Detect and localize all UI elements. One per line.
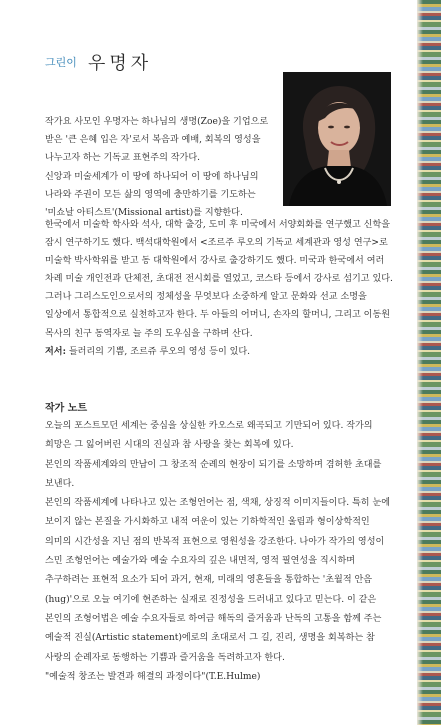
artist-biography bbox=[45, 216, 397, 361]
artist-header bbox=[45, 49, 153, 74]
artist-intro bbox=[45, 113, 277, 222]
works-label: 저서: bbox=[45, 345, 66, 357]
note-paragraph-2: 본인의 작품세계와의 만남이 그 창조적 순례의 현장이 되기를 소망하며 겸허한 초대를 보낸다. bbox=[45, 459, 382, 489]
artist-portrait bbox=[283, 72, 391, 206]
artist-note-heading: 작가 노트 bbox=[45, 403, 88, 414]
painting-edge-strip bbox=[417, 0, 441, 725]
artist-note bbox=[45, 417, 397, 687]
portrait-icon bbox=[283, 72, 391, 206]
bio-paragraph-education: 한국에서 미술학 학사와 석사, 대학 출강, 도미 후 미국에서 서양회화를 연구했고 신학을 잠시 연구하기도 했다. 백석대학원에서 <조르주 루오의 기독교 세계관과 영성 연구>로 미술학 박사학위를 받고 동 대학원에서 강사로 출강하기도 했다. 미국과 한국에서 여러 차례 미술 개인전과 단체전, 초대전 전시회를 열었고, 코스타 등에서 강사로 섬기고 있다. bbox=[45, 220, 393, 285]
credit-label: 그린이 bbox=[45, 56, 77, 69]
works-text: 들러리의 기쁨, 조르쥬 루오의 영성 등이 있다. bbox=[65, 346, 251, 357]
intro-paragraph-2: 신앙과 미술세계가 이 땅에 하나되어 이 땅에 하나님의 나라와 주권이 모든 삶의 영역에 충만하기를 기도하는 '미쇼날 아티스트'(Missional artist)를 지향한다. bbox=[45, 171, 259, 219]
note-quote: "예술적 창조는 발견과 해결의 과정이다"(T.E.Hulme) bbox=[45, 671, 261, 682]
note-paragraph-1: 오늘의 포스트모던 세계는 중심을 상실한 카오스로 왜곡되고 기만되어 있다. 작가의 희망은 그 잃어버린 시대의 진실과 참 사랑을 찾는 회복에 있다. bbox=[45, 421, 373, 451]
artist-name: 우명자 bbox=[87, 53, 153, 74]
bio-paragraph-identity: 그러나 그리스도인으로서의 정체성을 무엇보다 소중하게 알고 문화와 선교 소명을 일상에서 통합적으로 실천하고자 한다. 두 아들의 어머니, 손자의 할머니, 그리고 이동원 목사의 친구 동역자로 늘 주의 도우심을 구하며 산다. bbox=[45, 292, 391, 339]
note-paragraph-3: 본인의 작품세계에 나타나고 있는 조형언어는 점, 색채, 상징적 이미지들이다. 특히 눈에 보이지 않는 본질을 가시화하고 내적 여운이 있는 기하학적인 울림과 형이상학적인 의미의 시간성을 지닌 점의 반복적 표현으로 영원성을 강조한다. 나아가 작가의 영성이 스민 조형언어는 예술가와 예술 수요자의 깊은 내면적, 영적 필연성을 직시하며 추구하려는 표현적 요소가 되어 과거, 현재, 미래의 영혼들을 통합하는 '초월적 안음(hug)'으로 오늘 여기에 현존하는 실재로 진정성을 드러내고 있다고 믿는다. 이 같은 본인의 조형어법은 예술 수요자들로 하여금 해독의 즐거움과 난독의 고통을 함께 주는 예술적 진실(Artistic statement)에로의 초대로서 그 길, 진리, 생명을 회복하는 참 사랑의 순례자로 동행하는 기쁨과 즐거움을 독려하고자 한다. bbox=[45, 498, 391, 663]
bio-works bbox=[45, 343, 397, 361]
intro-paragraph-1: 작가요 사모인 우명자는 하나님의 생명(Zoe)을 기업으로 받은 '큰 은혜 입은 자'로서 복음과 예배, 회복의 영성을 나누고자 하는 기독교 표현주의 작가다. bbox=[45, 117, 269, 164]
